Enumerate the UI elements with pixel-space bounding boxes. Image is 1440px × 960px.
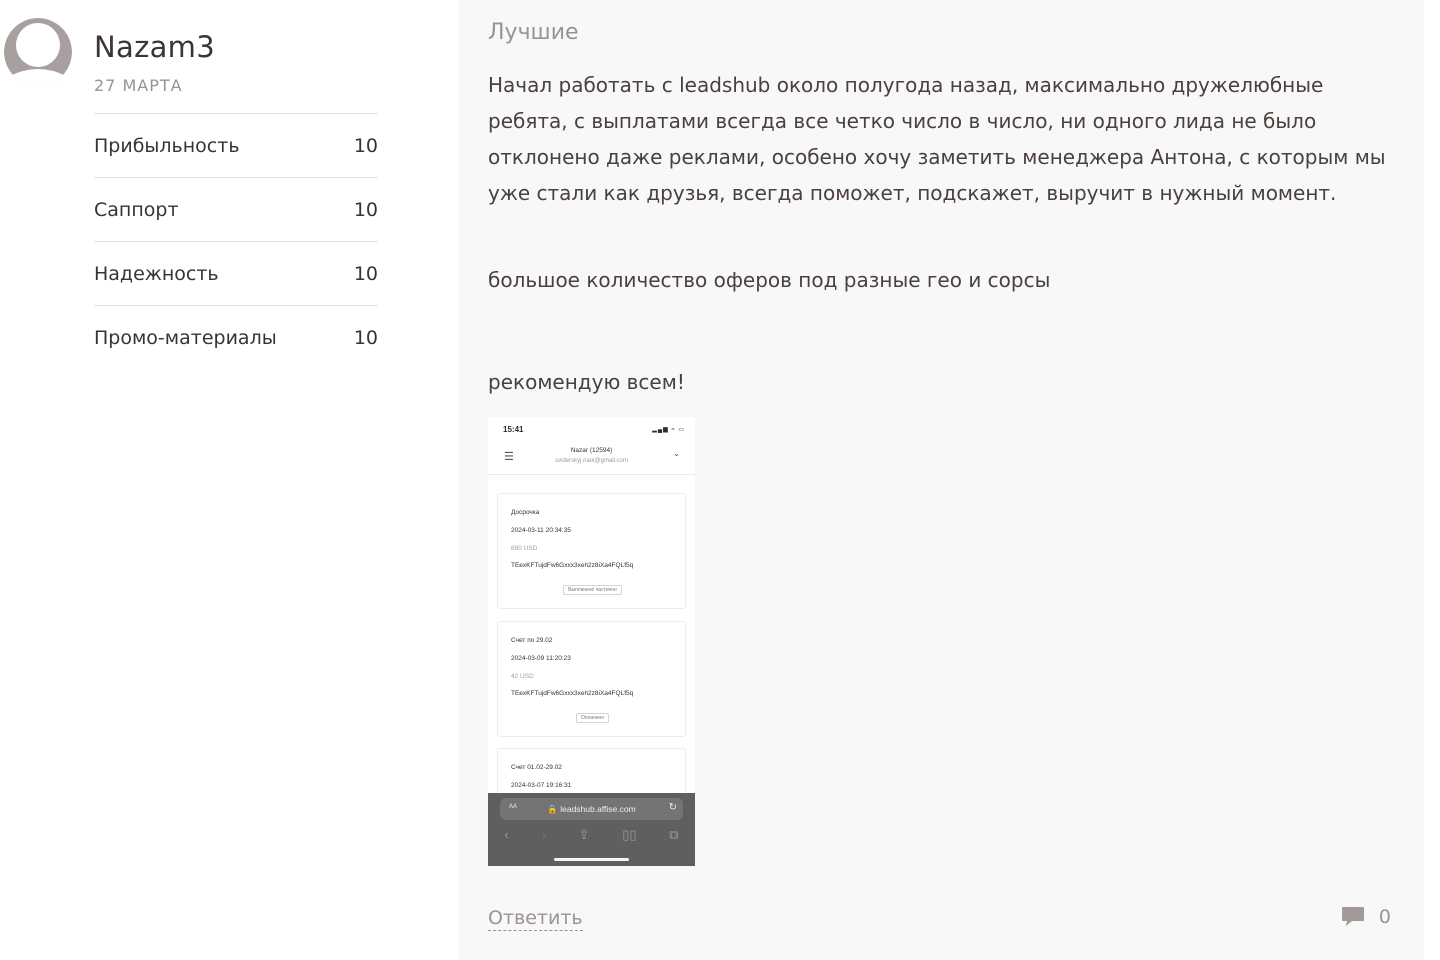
- card-status: [498, 706, 687, 724]
- author-column: [0, 0, 459, 960]
- card-status: [498, 578, 687, 596]
- rating-row-reliability: [94, 241, 378, 305]
- rating-label: Прибыльность: [94, 134, 240, 157]
- card-title: Досрочка: [511, 509, 540, 516]
- avatar[interactable]: [4, 18, 72, 86]
- phone-email: sviderskyj.naol@gmail.com: [555, 458, 628, 464]
- url-text: 🔒 leadshub.affise.com: [547, 804, 636, 814]
- share-icon: ⇪: [578, 827, 590, 842]
- review-paragraph: рекомендую всем!: [488, 370, 685, 394]
- bookmarks-icon: ▯▯: [622, 827, 637, 842]
- card-datetime: 2024-03-07 19:16:31: [511, 782, 572, 789]
- home-indicator: [554, 858, 629, 861]
- card-datetime: 2024-03-09 11:20:23: [511, 655, 571, 662]
- rating-label: Саппорт: [94, 198, 179, 221]
- text-size-icon: AA: [509, 804, 518, 810]
- review-paragraph: большое количество оферов под разные гео и сорсы: [488, 268, 1051, 292]
- card-status-label: Выплачено частично: [563, 585, 622, 595]
- chevron-down-icon: ⌄: [673, 449, 680, 458]
- card-wallet: TEexKFTujdFw6Gxxx3xeh2z8iXa4FQLf5q: [511, 690, 634, 697]
- author-name[interactable]: Nazam3: [94, 30, 215, 64]
- browser-bar: [488, 793, 695, 866]
- url-bar: [500, 798, 683, 820]
- rating-value: 10: [353, 262, 378, 285]
- card-datetime: 2024-03-11 20:34:35: [511, 527, 571, 534]
- rating-label: Надежность: [94, 262, 219, 285]
- status-time: 15:41: [503, 425, 524, 434]
- rating-label: Промо-материалы: [94, 326, 277, 349]
- review-tag: Лучшие: [488, 20, 579, 45]
- card-title: Счет по 29.02: [511, 637, 553, 644]
- user-silhouette-icon: [4, 18, 72, 86]
- hamburger-icon: ☰: [504, 451, 514, 463]
- comment-icon: [1341, 906, 1365, 928]
- rating-row-promo: [94, 305, 378, 369]
- ratings-list: [94, 113, 378, 369]
- payout-card: [497, 493, 686, 609]
- attached-screenshot[interactable]: [488, 417, 695, 866]
- reload-icon: ↻: [668, 802, 677, 813]
- review-paragraph: Начал работать с leadshub около полугода назад, максимально дружелюбные ребята, с выплатами всегда все четко число в число, ни одного лида не было отклонено даже реклами, особено хочу заметить менеджера Антона, с которым мы уже стали как друзья, всегда поможет, подскажет, выручит в нужный момент.: [488, 73, 1386, 205]
- tabs-icon: ⧉: [669, 827, 679, 842]
- rating-value: 10: [353, 326, 378, 349]
- card-title: Счет 01.02-29.02: [511, 764, 562, 771]
- card-status-label: Оплачено: [576, 713, 609, 723]
- comment-count: 0: [1378, 906, 1391, 928]
- status-icons: ▂▄▆ ≈ ▭: [652, 427, 685, 433]
- rating-row-support: [94, 177, 378, 241]
- review-date: 27 МАРТА: [94, 76, 183, 95]
- browser-nav: [488, 827, 695, 843]
- reply-link[interactable]: Ответить: [488, 907, 583, 929]
- rating-value: 10: [353, 198, 378, 221]
- rating-value: 10: [353, 134, 378, 157]
- back-icon: ‹: [504, 827, 509, 842]
- card-amount: 42 USD: [511, 673, 534, 680]
- comments-counter[interactable]: [1341, 906, 1391, 928]
- payout-card: [497, 621, 686, 737]
- phone-user: Nazar (12594): [570, 447, 613, 454]
- card-amount: 680 USD: [511, 545, 538, 552]
- review-panel: [459, 0, 1424, 960]
- phone-header: [488, 441, 695, 475]
- rating-row-profitability: [94, 113, 378, 177]
- card-wallet: TEexKFTujdFw6Gxxx3xeh2z8iXa4FQLf5q: [511, 562, 634, 569]
- forward-icon: ›: [541, 827, 546, 842]
